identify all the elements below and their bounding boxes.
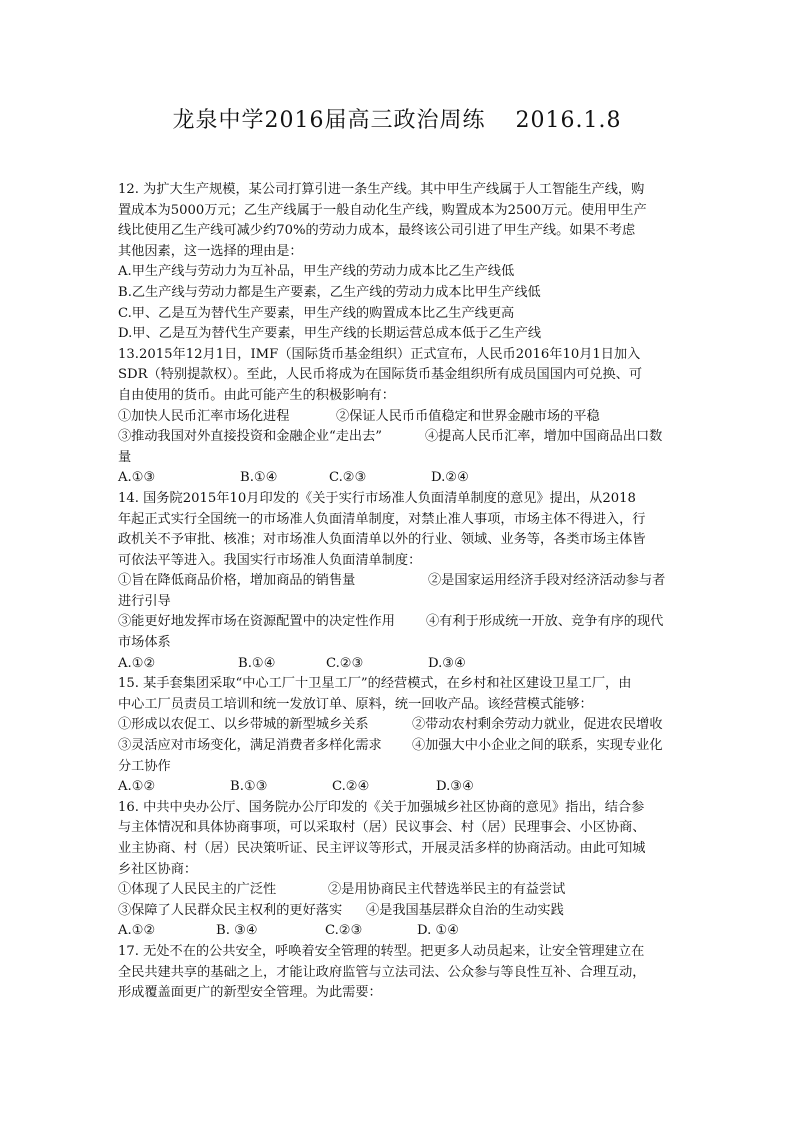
question-text-line: 线比使用乙生产线可减少约70%的劳动力成本，最终该公司引进了甲生产线。如果不考虑 bbox=[118, 223, 636, 239]
option-b: B.①④ bbox=[240, 470, 278, 486]
option-a: A.甲生产线与劳动力为互补品，甲生产线的劳动力成本比乙生产线低 bbox=[118, 264, 515, 280]
statement-3: ③保障了人民群众民主权利的更好落实 bbox=[118, 902, 343, 918]
statement-row bbox=[118, 427, 682, 448]
statement-1: ①加快人民币汇率市场化进程 bbox=[118, 408, 290, 424]
question-text-line: 置成本为5000万元；乙生产线属于一般自动化生产线，购置成本为2500万元。使用甲生产 bbox=[118, 202, 647, 218]
option-c: C.②③ bbox=[326, 655, 364, 671]
question-text-line: 中心工厂员责员工培训和统一发放订单、原料，统一回收产品。该经营模式能够： bbox=[118, 696, 593, 712]
question-text-line: 政机关不予审批、核准；对市场准人负面清单以外的行业、领域、业务等，各类市场主体皆 bbox=[118, 532, 646, 548]
statement-4: ④加强大中小企业之间的联系，实现专业化 bbox=[412, 738, 663, 754]
option-a: A.①② bbox=[118, 779, 156, 795]
option-c: C.②③ bbox=[325, 923, 363, 939]
option-c: C.②③ bbox=[329, 470, 367, 486]
statement-1: ①体现了人民民主的广泛性 bbox=[118, 882, 277, 898]
statement-4: ④有利于形成统一开放、竞争有序的现代 bbox=[426, 614, 664, 630]
question-16 bbox=[118, 798, 682, 942]
option-d: D.③④ bbox=[436, 779, 474, 795]
statement-3: ③灵活应对市场变化，满足消费者多样化需求 bbox=[118, 738, 382, 754]
option-d: D. ①④ bbox=[417, 923, 460, 939]
question-text-line: 17. 无处不在的公共安全，呼唤着安全管理的转型。把更多人动员起来，让安全管理建立在 bbox=[118, 943, 645, 959]
statement-2: ②带动农村剩余劳动力就业，促进农民增收 bbox=[412, 717, 663, 733]
question-text-line: 其他因素，这一选择的理由是： bbox=[118, 243, 303, 259]
question-text-line: 业主协商、村（居）民决策听证、民主评议等形式，开展灵活多样的协商活动。由此可知城 bbox=[118, 841, 646, 856]
answer-options bbox=[118, 921, 682, 942]
option-d: D.③④ bbox=[428, 655, 466, 671]
statement-row bbox=[118, 571, 682, 592]
question-13 bbox=[118, 345, 682, 489]
statement-row bbox=[118, 612, 682, 633]
question-text-line: 15. 某手套集团采取“中心工厂十卫星工厂”的经营模式，在乡村和社区建设卫星工厂，由 bbox=[118, 676, 632, 692]
question-text-line: 可依法平等进入。我国实行市场准人负面清单制度： bbox=[118, 552, 422, 568]
statement-4-continued: 市场体系 bbox=[118, 635, 171, 651]
statement-1: ①旨在降低商品价格，增加商品的销售量 bbox=[118, 573, 356, 589]
statement-4-continued: 分工协作 bbox=[118, 758, 171, 774]
statement-4: ④提高人民币汇率，增加中国商品出口数 bbox=[425, 429, 663, 445]
statement-2: ②是国家运用经济手段对经济活动参与者 bbox=[428, 573, 666, 589]
title-main: 龙泉中学2016届高三政治周练 bbox=[172, 108, 486, 133]
statement-2: ②是用协商民主代替选举民主的有益尝试 bbox=[328, 882, 566, 898]
question-text-line: 16. 中共中央办公厅、国务院办公厅印发的《关于加强城乡社区协商的意见》指出，结合参 bbox=[118, 799, 645, 815]
question-15 bbox=[118, 674, 682, 798]
option-c: C.甲、乙是互为替代生产要素，甲生产线的购置成本比乙生产线更高 bbox=[118, 305, 515, 321]
question-text-line: 乡社区协商： bbox=[118, 861, 198, 877]
title-date: 2016.1.8 bbox=[515, 108, 622, 133]
option-d: D.②④ bbox=[431, 470, 469, 486]
question-12 bbox=[118, 180, 682, 345]
option-b: B.①③ bbox=[230, 779, 268, 795]
option-c: C.②④ bbox=[332, 779, 370, 795]
option-a: A.①② bbox=[118, 655, 156, 671]
answer-options bbox=[118, 468, 682, 489]
statement-3: ③能更好地发挥市场在资源配置中的决定性作用 bbox=[118, 614, 395, 630]
page-title bbox=[0, 103, 794, 134]
option-a: A.①③ bbox=[118, 470, 156, 486]
option-b: B.乙生产线与劳动力都是生产要素，乙生产线的劳动力成本比甲生产线低 bbox=[118, 284, 541, 300]
option-b: B. ③④ bbox=[216, 923, 258, 939]
question-14 bbox=[118, 489, 682, 674]
statement-row bbox=[118, 880, 682, 901]
statement-2-continued: 进行引导 bbox=[118, 593, 171, 609]
statement-1: ①形成以农促工、以乡带城的新型城乡关系 bbox=[118, 717, 369, 733]
statement-4: ④是我国基层群众自治的生动实践 bbox=[366, 902, 564, 918]
option-a: A.①② bbox=[118, 923, 156, 939]
statement-row bbox=[118, 407, 682, 428]
question-text-line: 13.2015年12月1日，IMF（国际货币基金组织）正式宣布，人民币2016年10月1日加入 bbox=[118, 346, 641, 362]
statement-row bbox=[118, 715, 682, 736]
question-text-line: 14. 国务院2015年10月印发的《关于实行市场准人负面清单制度的意见》提出，从2018 bbox=[118, 490, 636, 506]
statement-row bbox=[118, 736, 682, 757]
question-text-line: 形成覆盖面更广的新型安全管理。为此需要： bbox=[118, 985, 382, 1001]
question-text-line: 年起正式实行全国统一的市场准人负面清单制度，对禁止准人事项，市场主体不得进入，行 bbox=[118, 511, 646, 527]
option-b: B.①④ bbox=[238, 655, 276, 671]
question-text-line: 自由使用的货币。由此可能产生的积极影响有： bbox=[118, 387, 395, 403]
question-17 bbox=[118, 942, 682, 1004]
statement-3: ③推动我国对外直接投资和金融企业“走出去” bbox=[118, 429, 383, 445]
statement-row bbox=[118, 901, 682, 922]
option-d: D.甲、乙是互为替代生产要素，甲生产线的长期运营总成本低于乙生产线 bbox=[118, 326, 542, 342]
statement-2: ②保证人民币币值稳定和世界金融市场的平稳 bbox=[336, 408, 600, 424]
question-text-line: 12. 为扩大生产规模，某公司打算引进一条生产线。其中甲生产线属于人工智能生产线，购 bbox=[118, 182, 645, 197]
statement-4-continued: 量 bbox=[118, 449, 132, 465]
answer-options bbox=[118, 654, 682, 675]
question-text-line: 全民共建共享的基础之上，才能让政府监管与立法司法、公众参与等良性互补、合理互动， bbox=[118, 964, 646, 980]
question-list bbox=[118, 180, 682, 1004]
answer-options bbox=[118, 777, 682, 798]
question-text-line: 与主体情况和具体协商事项，可以采取村（居）民议事会、村（居）民理事会、小区协商、 bbox=[118, 820, 646, 836]
question-text-line: SDR（特别提款权）。至此，人民币将成为在国际货币基金组织所有成员国国内可兑换、可 bbox=[118, 367, 643, 383]
